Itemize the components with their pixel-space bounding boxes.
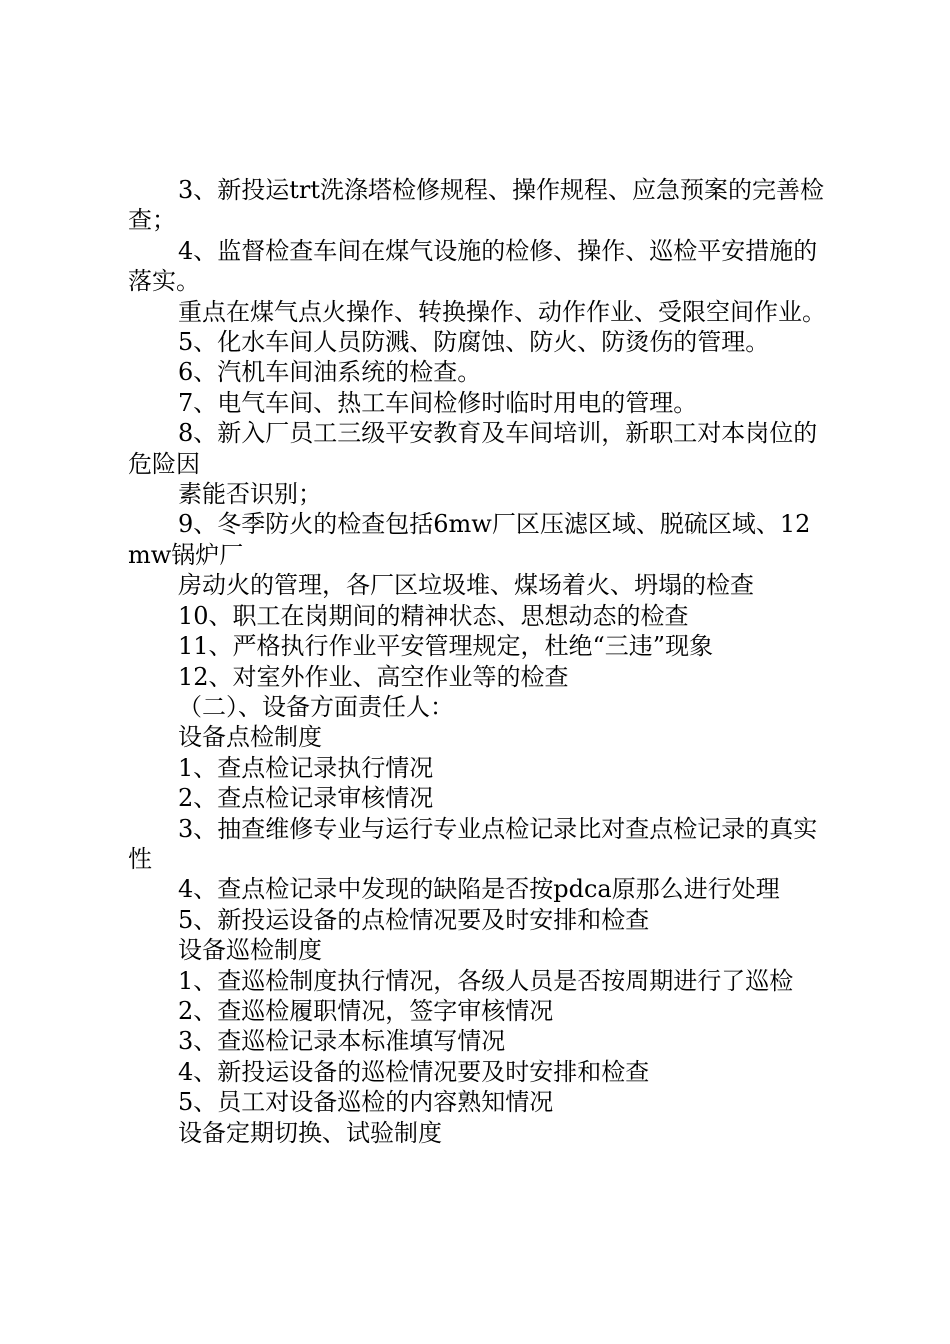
subsection-title: 设备点检制度 bbox=[178, 723, 322, 752]
paragraph-16: 1、查点检记录执行情况 bbox=[178, 753, 434, 782]
section-heading: （二）、设备方面责任人： bbox=[178, 692, 454, 721]
paragraph-9: 9、冬季防火的检查包括6mw厂区压滤区域、脱硫区域、12mw锅炉厂 bbox=[128, 510, 811, 569]
paragraph-18: 3、抽查维修专业与运行专业点检记录比对查点检记录的真实性 bbox=[128, 814, 818, 873]
paragraph-5: 6、汽机车间油系统的检查。 bbox=[178, 358, 482, 387]
paragraph-2: 4、监督检查车间在煤气设施的检修、操作、巡检平安措施的落实。 bbox=[128, 236, 818, 296]
subsection-title: 设备定期切换、试验制度 bbox=[178, 1118, 442, 1147]
paragraph-17: 2、查点检记录审核情况 bbox=[178, 784, 434, 813]
paragraph-25: 4、新投运设备的巡检情况要及时安排和检查 bbox=[178, 1057, 650, 1086]
paragraph-1: 3、新投运trt洗涤塔检修规程、操作规程、应急预案的完善检查； bbox=[128, 176, 825, 235]
paragraph-10: 房动火的管理，各厂区垃圾堆、煤场着火、坍塌的检查 bbox=[178, 571, 754, 600]
paragraph-24: 3、查巡检记录本标准填写情况 bbox=[178, 1027, 506, 1056]
paragraph-19: 4、查点检记录中发现的缺陷是否按pdca原那么进行处理 bbox=[178, 875, 780, 904]
paragraph-20: 5、新投运设备的点检情况要及时安排和检查 bbox=[178, 905, 650, 934]
paragraph-6: 7、电气车间、热工车间检修时临时用电的管理。 bbox=[178, 388, 698, 417]
paragraph-12: 11、严格执行作业平安管理规定，杜绝“三违”现象 bbox=[178, 632, 714, 661]
paragraph-23: 2、查巡检履职情况，签字审核情况 bbox=[178, 996, 554, 1025]
paragraph-11: 10、职工在岗期间的精神状态、思想动态的检查 bbox=[178, 601, 689, 630]
subsection-title: 设备巡检制度 bbox=[178, 936, 322, 965]
paragraph-7: 8、新入厂员工三级平安教育及车间培训，新职工对本岗位的危险因 bbox=[128, 419, 818, 478]
paragraph-26: 5、员工对设备巡检的内容熟知情况 bbox=[178, 1088, 554, 1117]
document-body bbox=[128, 175, 830, 1148]
paragraph-22: 1、查巡检制度执行情况，各级人员是否按周期进行了巡检 bbox=[178, 966, 794, 995]
paragraph-8: 素能否识别； bbox=[178, 480, 322, 509]
paragraph-13: 12、对室外作业、高空作业等的检查 bbox=[178, 662, 569, 691]
paragraph-3: 重点在煤气点火操作、转换操作、动作作业、受限空间作业。 bbox=[178, 297, 826, 326]
paragraph-4: 5、化水车间人员防溅、防腐蚀、防火、防烫伤的管理。 bbox=[178, 328, 770, 357]
